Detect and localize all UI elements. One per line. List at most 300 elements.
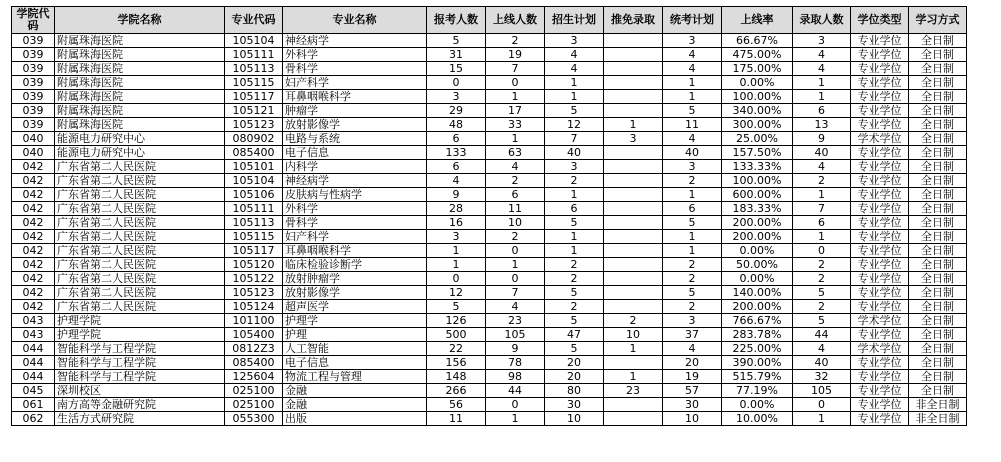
exempt-admission-cell [604,230,663,244]
table-row [12,132,967,146]
admitted-count-cell: 105 [793,384,851,398]
study-mode-header: 学习方式 [909,7,967,34]
pass-rate-cell: 200.00% [722,300,793,314]
applicants-cell: 11 [427,412,486,426]
major-name-cell: 临床检验诊断学 [283,258,427,272]
exam-plan-cell: 19 [663,370,722,384]
table-row [12,76,967,90]
applicants-cell: 56 [427,398,486,412]
enrollment-plan-cell: 80 [545,384,604,398]
college-name-cell: 附属珠海医院 [55,90,225,104]
applicants-cell: 16 [427,216,486,230]
pass-rate-cell: 0.00% [722,76,793,90]
admitted-count-cell: 40 [793,146,851,160]
major-code-cell: 105113 [225,62,283,76]
study-mode-cell: 全日制 [909,118,967,132]
exam-plan-cell: 5 [663,286,722,300]
applicants-cell: 1 [427,258,486,272]
applicants-cell: 156 [427,356,486,370]
admitted-count-cell: 0 [793,244,851,258]
exam-plan-cell: 3 [663,160,722,174]
college-code-cell: 042 [12,216,55,230]
applicants-cell: 0 [427,272,486,286]
study-mode-cell: 全日制 [909,328,967,342]
passed-count-cell: 1 [486,258,545,272]
major-name-cell: 金融 [283,384,427,398]
table-row [12,202,967,216]
college-name-cell: 生活方式研究院 [55,412,225,426]
admissions-table [11,6,967,426]
major-code-cell: 105111 [225,202,283,216]
passed-count-cell: 7 [486,62,545,76]
study-mode-cell: 全日制 [909,34,967,48]
college-name-cell: 广东省第二人民医院 [55,286,225,300]
admitted-count-cell: 1 [793,76,851,90]
study-mode-cell: 全日制 [909,356,967,370]
exempt-admission-cell [604,48,663,62]
exam-plan-cell: 3 [663,34,722,48]
college-code-cell: 040 [12,132,55,146]
table-row [12,62,967,76]
passed-count-cell: 78 [486,356,545,370]
exam-plan-cell: 2 [663,300,722,314]
major-code-cell: 105123 [225,286,283,300]
major-code-cell: 105113 [225,216,283,230]
college-name-cell: 能源电力研究中心 [55,146,225,160]
applicants-cell: 1 [427,244,486,258]
enrollment-plan-cell: 5 [545,314,604,328]
passed-count-cell: 33 [486,118,545,132]
exempt-admission-cell: 1 [604,342,663,356]
exempt-admission-cell [604,76,663,90]
exempt-admission-cell [604,104,663,118]
pass-rate-cell: 66.67% [722,34,793,48]
passed-header: 上线人数 [486,7,545,34]
exam-plan-cell: 5 [663,216,722,230]
college-code-cell: 062 [12,412,55,426]
pass-rate-cell: 766.67% [722,314,793,328]
applicants-cell: 500 [427,328,486,342]
enrollment-plan-cell: 1 [545,76,604,90]
admitted-count-cell: 5 [793,286,851,300]
passed-count-cell: 7 [486,286,545,300]
passed-count-cell: 23 [486,314,545,328]
admitted-count-cell: 32 [793,370,851,384]
admitted-header: 录取人数 [793,7,851,34]
study-mode-cell: 全日制 [909,132,967,146]
enrollment-plan-cell: 1 [545,230,604,244]
pass-rate-cell: 77.19% [722,384,793,398]
pass-rate-cell: 475.00% [722,48,793,62]
passed-count-cell: 105 [486,328,545,342]
admitted-count-cell: 6 [793,216,851,230]
degree-type-cell: 专业学位 [851,34,909,48]
pass-rate-cell: 100.00% [722,174,793,188]
pass-rate-cell: 283.78% [722,328,793,342]
pass-rate-cell: 600.00% [722,188,793,202]
passed-count-cell: 44 [486,384,545,398]
passed-count-cell: 9 [486,342,545,356]
pass-rate-cell: 100.00% [722,90,793,104]
applicants-cell: 126 [427,314,486,328]
degree-type-header: 学位类型 [851,7,909,34]
major-name-cell: 外科学 [283,202,427,216]
exempt-admission-cell [604,356,663,370]
degree-type-cell: 专业学位 [851,174,909,188]
college-name-cell: 广东省第二人民医院 [55,174,225,188]
degree-type-cell: 专业学位 [851,286,909,300]
college-name-cell: 广东省第二人民医院 [55,258,225,272]
admitted-count-cell: 9 [793,132,851,146]
major-name-cell: 电子信息 [283,356,427,370]
college-code-cell: 039 [12,104,55,118]
table-row [12,412,967,426]
major-name-cell: 内科学 [283,160,427,174]
admitted-count-cell: 5 [793,314,851,328]
enrollment-plan-cell: 5 [545,286,604,300]
college-code-cell: 042 [12,230,55,244]
table-row [12,188,967,202]
college-name-cell: 智能科学与工程学院 [55,370,225,384]
degree-type-cell: 专业学位 [851,76,909,90]
degree-type-cell: 专业学位 [851,104,909,118]
major-name-cell: 放射肿瘤学 [283,272,427,286]
applicants-cell: 4 [427,174,486,188]
major-name-cell: 肿瘤学 [283,104,427,118]
exam-plan-cell: 11 [663,118,722,132]
exam-plan-header: 统考计划 [663,7,722,34]
passed-count-cell: 63 [486,146,545,160]
exam-plan-cell: 4 [663,132,722,146]
major-name-cell: 物流工程与管理 [283,370,427,384]
applicants-cell: 22 [427,342,486,356]
exempt-admission-cell [604,412,663,426]
exempt-admission-cell [604,216,663,230]
table-row [12,356,967,370]
table-row [12,118,967,132]
major-name-cell: 耳鼻咽喉科学 [283,244,427,258]
applicants-cell: 5 [427,300,486,314]
pass-rate-cell: 0.00% [722,272,793,286]
admitted-count-cell: 1 [793,188,851,202]
exam-plan-cell: 2 [663,174,722,188]
college-name-cell: 南方高等金融研究院 [55,398,225,412]
study-mode-cell: 全日制 [909,188,967,202]
applicants-header: 报考人数 [427,7,486,34]
enrollment-plan-cell: 1 [545,90,604,104]
exempt-admission-cell [604,62,663,76]
college-code-cell: 042 [12,202,55,216]
degree-type-cell: 专业学位 [851,48,909,62]
table-row [12,244,967,258]
exempt-admission-cell [604,258,663,272]
major-name-cell: 外科学 [283,48,427,62]
major-code-cell: 105101 [225,160,283,174]
degree-type-cell: 专业学位 [851,188,909,202]
major-name-cell: 金融 [283,398,427,412]
enrollment-plan-cell: 40 [545,146,604,160]
major-code-cell: 105117 [225,244,283,258]
enrollment-plan-cell: 1 [545,244,604,258]
table-row [12,258,967,272]
passed-count-cell: 98 [486,370,545,384]
enrollment-plan-cell: 1 [545,188,604,202]
study-mode-cell: 全日制 [909,244,967,258]
college-code-cell: 061 [12,398,55,412]
pass-rate-cell: 200.00% [722,216,793,230]
admitted-count-cell: 2 [793,300,851,314]
college-code-cell: 040 [12,146,55,160]
college-name-cell: 附属珠海医院 [55,34,225,48]
college-code-cell: 045 [12,384,55,398]
exempt-admission-cell: 3 [604,132,663,146]
college-name-cell: 广东省第二人民医院 [55,160,225,174]
pass-rate-cell: 175.00% [722,62,793,76]
exam-plan-cell: 1 [663,230,722,244]
college-code-cell: 043 [12,328,55,342]
major-name-cell: 超声医学 [283,300,427,314]
study-mode-cell: 全日制 [909,230,967,244]
college-name-cell: 附属珠海医院 [55,118,225,132]
pass-rate-cell: 183.33% [722,202,793,216]
admitted-count-cell: 4 [793,62,851,76]
college-code-cell: 042 [12,258,55,272]
major-code-cell: 105115 [225,230,283,244]
exam-plan-cell: 37 [663,328,722,342]
pass-rate-cell: 157.50% [722,146,793,160]
college-name-cell: 广东省第二人民医院 [55,202,225,216]
study-mode-cell: 全日制 [909,300,967,314]
degree-type-cell: 专业学位 [851,300,909,314]
degree-type-cell: 专业学位 [851,202,909,216]
exempt-admission-cell [604,34,663,48]
study-mode-cell: 全日制 [909,48,967,62]
passed-count-cell: 2 [486,230,545,244]
major-name-cell: 耳鼻咽喉科学 [283,90,427,104]
enrollment-plan-cell: 5 [545,104,604,118]
enrollment-plan-cell: 47 [545,328,604,342]
enrollment-plan-cell: 20 [545,370,604,384]
major-name-cell: 骨科学 [283,216,427,230]
pass-rate-cell: 50.00% [722,258,793,272]
applicants-cell: 5 [427,34,486,48]
admitted-count-cell: 2 [793,258,851,272]
college-name-cell: 广东省第二人民医院 [55,188,225,202]
major-code-cell: 0812Z3 [225,342,283,356]
degree-type-cell: 专业学位 [851,258,909,272]
major-code-header: 专业代码 [225,7,283,34]
applicants-cell: 3 [427,230,486,244]
study-mode-cell: 全日制 [909,160,967,174]
exempt-admission-cell [604,300,663,314]
major-name-cell: 人工智能 [283,342,427,356]
table-row [12,230,967,244]
admitted-count-cell: 44 [793,328,851,342]
major-name-cell: 妇产科学 [283,230,427,244]
enrollment-plan-cell: 5 [545,216,604,230]
degree-type-cell: 专业学位 [851,118,909,132]
college-code-cell: 042 [12,300,55,314]
exam-plan-cell: 2 [663,258,722,272]
college-code-cell: 039 [12,62,55,76]
degree-type-cell: 专业学位 [851,272,909,286]
exempt-admission-cell: 10 [604,328,663,342]
table-row [12,216,967,230]
college-name-cell: 广东省第二人民医院 [55,230,225,244]
major-code-cell: 105104 [225,34,283,48]
exempt-admission-cell [604,244,663,258]
study-mode-cell: 全日制 [909,314,967,328]
applicants-cell: 3 [427,90,486,104]
major-code-cell: 085400 [225,146,283,160]
admitted-count-cell: 6 [793,104,851,118]
enrollment-plan-cell: 3 [545,34,604,48]
major-name-cell: 骨科学 [283,62,427,76]
table-row [12,90,967,104]
study-mode-cell: 全日制 [909,90,967,104]
major-name-cell: 护理 [283,328,427,342]
enrollment-plan-cell: 4 [545,62,604,76]
study-mode-cell: 全日制 [909,370,967,384]
enrollment-plan-cell: 2 [545,300,604,314]
pass-rate-cell: 340.00% [722,104,793,118]
study-mode-cell: 全日制 [909,258,967,272]
admitted-count-cell: 7 [793,202,851,216]
major-name-cell: 放射影像学 [283,286,427,300]
applicants-cell: 133 [427,146,486,160]
study-mode-cell: 全日制 [909,272,967,286]
degree-type-cell: 专业学位 [851,398,909,412]
major-name-cell: 出版 [283,412,427,426]
pass-rate-cell: 0.00% [722,244,793,258]
exam-plan-cell: 30 [663,398,722,412]
college-code-cell: 039 [12,118,55,132]
enrollment-plan-cell: 10 [545,412,604,426]
admitted-count-cell: 4 [793,160,851,174]
degree-type-cell: 专业学位 [851,356,909,370]
applicants-cell: 48 [427,118,486,132]
enrollment-plan-cell: 6 [545,202,604,216]
major-code-cell: 105120 [225,258,283,272]
applicants-cell: 31 [427,48,486,62]
pass-rate-cell: 225.00% [722,342,793,356]
degree-type-cell: 专业学位 [851,370,909,384]
exempt-admission-cell: 1 [604,118,663,132]
exam-plan-cell: 1 [663,76,722,90]
college-code-cell: 042 [12,160,55,174]
admitted-count-cell: 1 [793,90,851,104]
pass-rate-header: 上线率 [722,7,793,34]
table-row [12,146,967,160]
exam-plan-cell: 2 [663,272,722,286]
major-code-cell: 055300 [225,412,283,426]
pass-rate-cell: 133.33% [722,160,793,174]
passed-count-cell: 1 [486,132,545,146]
passed-count-cell: 0 [486,398,545,412]
degree-type-cell: 专业学位 [851,244,909,258]
college-code-cell: 042 [12,286,55,300]
exempt-admission-header: 推免录取 [604,7,663,34]
degree-type-cell: 专业学位 [851,230,909,244]
enrollment-plan-cell: 20 [545,356,604,370]
exam-plan-cell: 1 [663,188,722,202]
enrollment-plan-cell: 2 [545,272,604,286]
college-code-cell: 042 [12,244,55,258]
college-code-cell: 044 [12,342,55,356]
admitted-count-cell: 3 [793,34,851,48]
major-name-cell: 护理学 [283,314,427,328]
table-row [12,314,967,328]
pass-rate-cell: 390.00% [722,356,793,370]
major-code-cell: 105104 [225,174,283,188]
exempt-admission-cell [604,174,663,188]
enrollment-plan-header: 招生计划 [545,7,604,34]
enrollment-plan-cell: 2 [545,258,604,272]
major-code-cell: 105111 [225,48,283,62]
table-row [12,370,967,384]
major-code-cell: 105400 [225,328,283,342]
passed-count-cell: 4 [486,160,545,174]
pass-rate-cell: 200.00% [722,230,793,244]
college-code-cell: 039 [12,48,55,62]
study-mode-cell: 非全日制 [909,412,967,426]
college-name-cell: 能源电力研究中心 [55,132,225,146]
table-row [12,34,967,48]
admitted-count-cell: 4 [793,342,851,356]
exempt-admission-cell [604,398,663,412]
table-row [12,272,967,286]
exam-plan-cell: 10 [663,412,722,426]
college-code-cell: 044 [12,370,55,384]
major-code-cell: 025100 [225,398,283,412]
study-mode-cell: 全日制 [909,146,967,160]
applicants-cell: 6 [427,132,486,146]
enrollment-plan-cell: 12 [545,118,604,132]
major-name-cell: 皮肤病与性病学 [283,188,427,202]
college-name-cell: 智能科学与工程学院 [55,342,225,356]
table-row [12,160,967,174]
college-code-cell: 043 [12,314,55,328]
major-code-cell: 085400 [225,356,283,370]
table-row [12,104,967,118]
study-mode-cell: 全日制 [909,76,967,90]
exam-plan-cell: 57 [663,384,722,398]
applicants-cell: 0 [427,76,486,90]
table-row [12,342,967,356]
exam-plan-cell: 3 [663,314,722,328]
table-body [12,34,967,426]
college-code-cell: 039 [12,34,55,48]
header-row [12,7,967,34]
admitted-count-cell: 1 [793,412,851,426]
major-name-header: 专业名称 [283,7,427,34]
major-name-cell: 妇产科学 [283,76,427,90]
college-name-cell: 智能科学与工程学院 [55,356,225,370]
major-code-cell: 105122 [225,272,283,286]
exempt-admission-cell [604,188,663,202]
passed-count-cell: 2 [486,174,545,188]
table-row [12,174,967,188]
major-code-cell: 105106 [225,188,283,202]
applicants-cell: 28 [427,202,486,216]
degree-type-cell: 专业学位 [851,328,909,342]
degree-type-cell: 专业学位 [851,90,909,104]
exempt-admission-cell [604,90,663,104]
degree-type-cell: 专业学位 [851,384,909,398]
admitted-count-cell: 0 [793,398,851,412]
pass-rate-cell: 25.00% [722,132,793,146]
admitted-count-cell: 13 [793,118,851,132]
